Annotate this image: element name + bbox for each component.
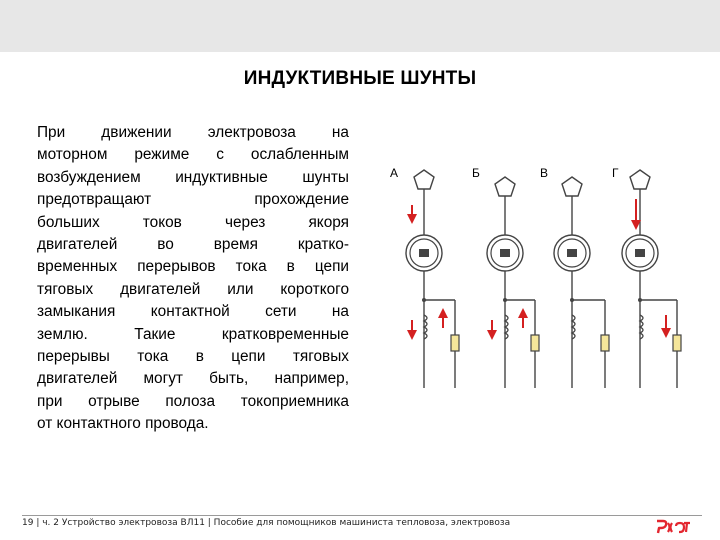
body-paragraph bbox=[37, 122, 349, 436]
body-line: больших токов через якоря bbox=[37, 213, 349, 231]
motor-branch-g bbox=[612, 166, 681, 388]
rzd-logo-icon bbox=[655, 517, 693, 535]
page-title: ИНДУКТИВНЫЕ ШУНТЫ bbox=[243, 68, 477, 89]
current-collector-icon bbox=[495, 177, 515, 196]
body-line: возбуждением индуктивные шунты bbox=[37, 168, 349, 186]
resistor-icon bbox=[673, 335, 681, 351]
resistor-icon bbox=[531, 335, 539, 351]
body-line: от контактного провода. bbox=[37, 415, 209, 433]
resistor-icon bbox=[451, 335, 459, 351]
body-line: тяговых двигателей или короткого bbox=[37, 280, 349, 298]
body-line: двигателей во время кратко- bbox=[37, 236, 349, 254]
body-line: моторном режиме с ослабленным bbox=[37, 146, 349, 164]
motor-branch-v bbox=[540, 166, 609, 388]
footer-divider bbox=[22, 515, 702, 516]
branch-label-b: Б bbox=[472, 166, 480, 180]
footer-text: 19 | ч. 2 Устройство электровоза ВЛ11 | Пособие для помощников машиниста тепловоза, электровоза bbox=[22, 518, 511, 528]
body-line: временных перерывов тока в цепи bbox=[37, 258, 349, 276]
body-line: двигателей могут быть, например, bbox=[37, 370, 349, 388]
motor-branch-b bbox=[472, 166, 539, 388]
inductive-shunt-diagram bbox=[380, 155, 700, 395]
body-line: перерывы тока в цепи тяговых bbox=[37, 348, 349, 366]
resistor-icon bbox=[601, 335, 609, 351]
branch-label-g: Г bbox=[612, 166, 619, 180]
current-collector-icon bbox=[414, 170, 434, 189]
header-bar bbox=[0, 0, 720, 52]
body-line: при отрыве полоза токоприемника bbox=[37, 392, 349, 410]
current-collector-icon bbox=[630, 170, 650, 189]
body-line: землю. Такие кратковременные bbox=[37, 325, 349, 343]
body-line: предотвращают прохождение bbox=[37, 191, 349, 209]
body-line: При движении электровоза на bbox=[37, 124, 349, 141]
motor-branch-a bbox=[390, 166, 459, 388]
current-collector-icon bbox=[562, 177, 582, 196]
body-line: замыкания контактной сети на bbox=[37, 303, 349, 321]
branch-label-a: А bbox=[390, 166, 399, 180]
branch-label-v: В bbox=[540, 166, 549, 180]
